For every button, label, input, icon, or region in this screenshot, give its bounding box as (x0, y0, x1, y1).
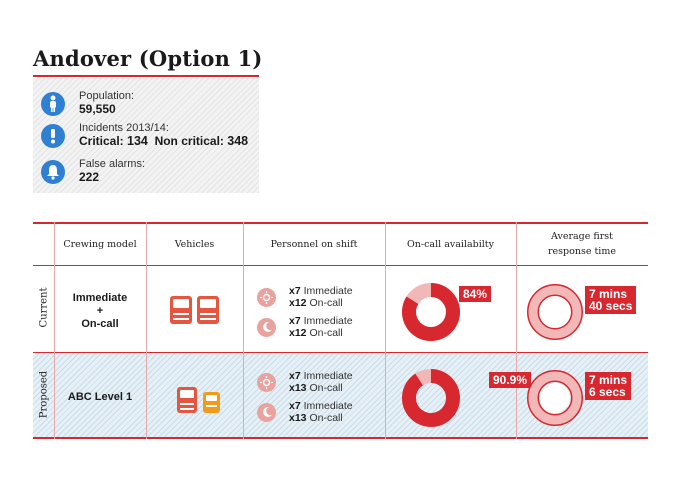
header-oncall: On-call availabilty (407, 239, 494, 250)
role: On-call (309, 382, 343, 394)
response-current-line1: 7 mins (589, 287, 628, 301)
noncritical-label: Non critical: (154, 134, 224, 148)
person-icon (41, 92, 65, 116)
incidents-stat (41, 122, 248, 148)
table-bottom-rule (33, 437, 648, 439)
population-label: Population: (79, 90, 135, 102)
table-top-rule (33, 222, 648, 224)
response-vehicle-icon (203, 392, 220, 413)
moon-icon (257, 318, 276, 337)
count: x13 (289, 412, 307, 424)
response-proposed-line2: 6 secs (589, 385, 626, 399)
header-crewing: Crewing model (63, 239, 137, 250)
incidents-label: Incidents 2013/14: (79, 122, 169, 134)
availability-proposed: 90.9% (489, 372, 531, 388)
fire-engine-icon (197, 296, 219, 324)
critical-label: Critical: (79, 134, 124, 148)
crew-current-line2: + (96, 305, 104, 317)
row-label-current: Current (38, 287, 50, 328)
row-label-proposed: Proposed (38, 370, 50, 419)
stats-panel (33, 78, 259, 193)
header-response (516, 229, 648, 259)
page-title: Andover (Option 1) (33, 46, 263, 71)
population-stat (41, 90, 134, 116)
crew-proposed: ABC Level 1 (67, 391, 133, 403)
exclamation-icon (41, 124, 65, 148)
title-rule (33, 75, 259, 77)
personnel-proposed-day (257, 370, 353, 394)
response-current-line2: 40 secs (589, 299, 633, 313)
response-donut-current (525, 282, 585, 342)
false-alarms-stat (41, 158, 145, 184)
personnel-proposed-night (257, 400, 353, 424)
fire-engine-icon (177, 387, 197, 413)
role: Immediate (303, 400, 353, 412)
role: Immediate (303, 315, 353, 327)
role: Immediate (303, 370, 353, 382)
col-divider-2 (146, 222, 147, 439)
role: Immediate (303, 285, 353, 297)
crew-current-line1: Immediate (72, 292, 128, 304)
role: On-call (309, 412, 343, 424)
vehicles-proposed (176, 386, 222, 414)
response-proposed (585, 372, 631, 400)
header-personnel: Personnel on shift (270, 239, 358, 250)
crew-current (54, 292, 146, 331)
count: x7 (289, 315, 301, 327)
header-response-line1: Average first (551, 231, 613, 242)
fire-engine-icon (170, 296, 192, 324)
response-current (585, 286, 636, 314)
personnel-current-day (257, 285, 353, 309)
donut-value-arc (409, 376, 453, 420)
count: x7 (289, 285, 301, 297)
row-divider (33, 352, 648, 353)
crew-current-line3: On-call (81, 318, 119, 330)
sun-icon (257, 373, 276, 392)
count: x13 (289, 382, 307, 394)
bell-icon (41, 160, 65, 184)
sun-icon (257, 288, 276, 307)
availability-current: 84% (459, 286, 491, 302)
availability-donut-proposed (401, 368, 461, 428)
col-divider-4 (385, 222, 386, 439)
count: x12 (289, 297, 307, 309)
false-alarms-label: False alarms: (79, 158, 146, 170)
response-donut-proposed (525, 368, 585, 428)
header-rule (33, 265, 648, 266)
count: x12 (289, 327, 307, 339)
role: On-call (309, 297, 343, 309)
count: x7 (289, 370, 301, 382)
personnel-current-night (257, 315, 353, 339)
header-response-line2: response time (548, 246, 616, 257)
header-vehicles: Vehicles (174, 239, 215, 250)
false-alarms-value: 222 (79, 170, 100, 184)
noncritical-value: 348 (227, 134, 249, 148)
moon-icon (257, 403, 276, 422)
col-divider-3 (243, 222, 244, 439)
availability-donut-current (401, 282, 461, 342)
count: x7 (289, 400, 301, 412)
response-proposed-line1: 7 mins (589, 373, 628, 387)
population-value: 59,550 (79, 102, 116, 116)
comparison-table (33, 222, 648, 440)
role: On-call (309, 327, 343, 339)
critical-value: 134 (127, 134, 148, 148)
vehicles-current (169, 294, 221, 326)
